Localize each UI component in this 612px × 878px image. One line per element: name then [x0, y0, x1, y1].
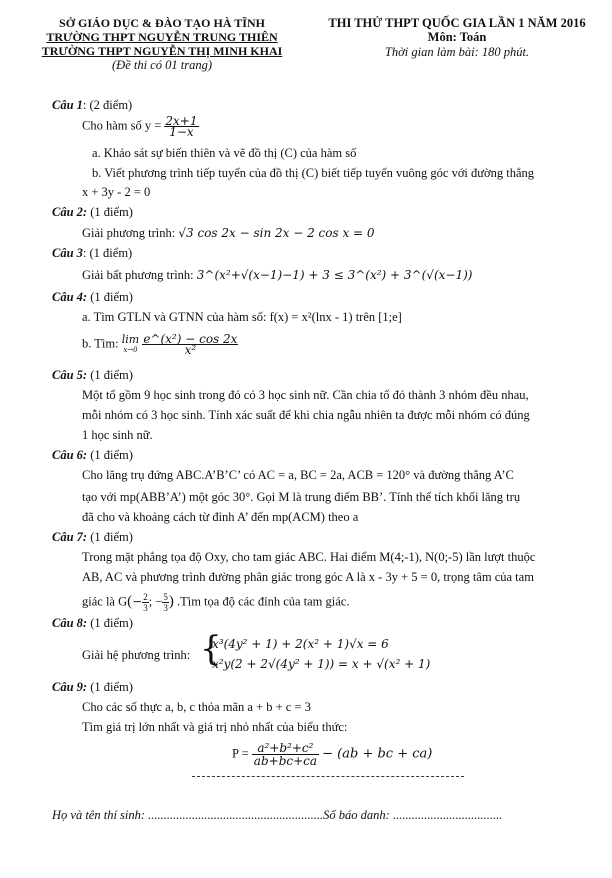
candidate-info-line: Họ và tên thí sinh: ........................................................Số báo danh: ................................... — [52, 808, 503, 822]
question-7-line-1: Trong mặt phẳng tọa độ Oxy, cho tam giác ABC. Hai điểm M(4;-1), N(0;-5) lần lượt thuộc — [82, 550, 536, 564]
question-1-intro: Cho hàm số y = $\frac{2x+1}{1-x}$ — [82, 114, 198, 139]
question-9-title: Câu 9: (1 điểm) — [52, 680, 133, 694]
system-equation-2: x²y(2 + 2√(4y² + 1)) = x + √(x² + 1) — [212, 657, 431, 671]
subject: Môn: Toán — [427, 30, 487, 44]
p-fraction: $\frac{\text{a²+b²+c²}}{ab+bc+ca}$ — [253, 741, 318, 768]
header-left — [18, 16, 306, 73]
end-divider — [192, 776, 464, 777]
centroid-y-fraction: $\frac{5}{3}$ — [163, 592, 168, 613]
question-7-line-3: giác là G(− $\frac{2}{3}$ ; − $\frac{5}{3}$ ) .Tìm tọa độ các đỉnh của tam giác. — [82, 592, 350, 613]
exam-title: THI THỬ THPT QUỐC GIA LẦN 1 NĂM 2016 — [328, 16, 586, 30]
limit-fraction: $\frac{\text{e\textasciicircum{}(x²) − cos 2x}}{\text{x²}}$ — [143, 332, 238, 357]
question-1-part-a: a. Khảo sát sự biến thiên và vẽ đồ thị (C) của hàm số — [92, 146, 357, 160]
system-brace: { — [200, 629, 222, 669]
question-2-equation: √3 cos 2x − sin 2x − 2 cos x = 0 — [178, 226, 375, 240]
question-3-text: Giải bất phương trình: 3^(x²+√(x−1)−1) + 3 ≤ 3^(x²) + 3^(√(x−1)) — [82, 268, 473, 282]
question-4-part-a: a. Tìm GTLN và GTNN của hàm số: f(x) = x²(lnx - 1) trên [1;e] — [82, 310, 402, 324]
question-8-text: Giải hệ phương trình: — [82, 648, 191, 662]
question-5-line-2: mỗi nhóm có 3 học sinh. Tính xác suất để khi chia ngẫu nhiên ta được mỗi nhóm có đúng — [82, 408, 530, 422]
centroid-x-fraction: $\frac{2}{3}$ — [143, 592, 148, 613]
question-5-line-1: Một tổ gồm 9 học sinh trong đó có 3 học sinh nữ. Cần chia tổ đó thành 3 nhóm đều nhau, — [82, 388, 529, 402]
limit-operator: lim x→0 — [121, 332, 140, 354]
question-3-title: Câu 3: (1 điểm) — [52, 246, 133, 260]
question-1-title: Câu 1: (2 điểm) — [52, 98, 133, 112]
question-6-line-1: Cho lăng trụ đứng ABC.A’B’C’ có AC = a, BC = 2a, ACB = 120° và đường thẳng A’C — [82, 468, 514, 482]
question-6-title: Câu 6: (1 điểm) — [52, 448, 133, 462]
question-6-line-2: tạo với mp(ABB’A’) một góc 30°. Gọi M là trung điểm BB’. Tính thể tích khối lăng trụ — [82, 490, 521, 504]
question-4-part-b: b. Tìm: lim x→0 $\frac{\text{e\textasciicircum{}(x²) − cos 2x}}{\text{x²}}$ — [82, 332, 238, 357]
question-2-title: Câu 2: (1 điểm) — [52, 205, 133, 219]
question-1-part-b: b. Viết phương trình tiếp tuyến của đồ thị (C) biết tiếp tuyến vuông góc với đường thẳng — [92, 166, 535, 180]
question-4-title: Câu 4: (1 điểm) — [52, 290, 133, 304]
question-7-title: Câu 7: (1 điểm) — [52, 530, 133, 544]
question-1-line: x + 3y - 2 = 0 — [82, 185, 151, 199]
time-limit: Thời gian làm bài: 180 phút. — [384, 45, 530, 59]
question-9-line-2: Tìm giá trị lớn nhất và giá trị nhỏ nhất của biểu thức: — [82, 720, 348, 734]
school-name-2: TRƯỜNG THPT NGUYỄN THỊ MINH KHAI — [41, 44, 283, 58]
question-9-line-1: Cho các số thực a, b, c thỏa mãn a + b + c = 3 — [82, 700, 311, 714]
question-6-line-3: đã cho và khoảng cách từ đỉnh A’ đến mp(ACM) theo a — [82, 510, 359, 524]
question-9-expression: P = $\frac{\text{a²+b²+c²}}{ab+bc+ca}$ − (ab + bc + ca) — [232, 741, 433, 768]
school-name-1: TRƯỜNG THPT NGUYỄN TRUNG THIÊN — [46, 30, 278, 44]
header-right — [312, 16, 602, 60]
question-5-line-3: 1 học sinh nữ. — [82, 428, 153, 442]
question-2-text: Giải phương trình: √3 cos 2x − sin 2x − 2 cos x = 0 — [82, 226, 375, 240]
question-7-line-2: AB, AC và phương trình đường phân giác trong góc A là x - 3y + 5 = 0, trọng tâm của tam — [82, 570, 534, 584]
question-3-inequality: 3^(x²+√(x−1)−1) + 3 ≤ 3^(x²) + 3^(√(x−1)) — [196, 268, 473, 282]
function-fraction: $\frac{2x+1}{1-x}$ — [165, 114, 198, 139]
system-equation-1: x³(4y² + 1) + 2(x² + 1)√x = 6 — [212, 637, 389, 651]
question-5-title: Câu 5: (1 điểm) — [52, 368, 133, 382]
department-name: SỞ GIÁO DỤC & ĐÀO TẠO HÀ TĨNH — [59, 16, 265, 30]
question-8-title: Câu 8: (1 điểm) — [52, 616, 133, 630]
page-count-note: (Đề thi có 01 trang) — [112, 58, 212, 72]
